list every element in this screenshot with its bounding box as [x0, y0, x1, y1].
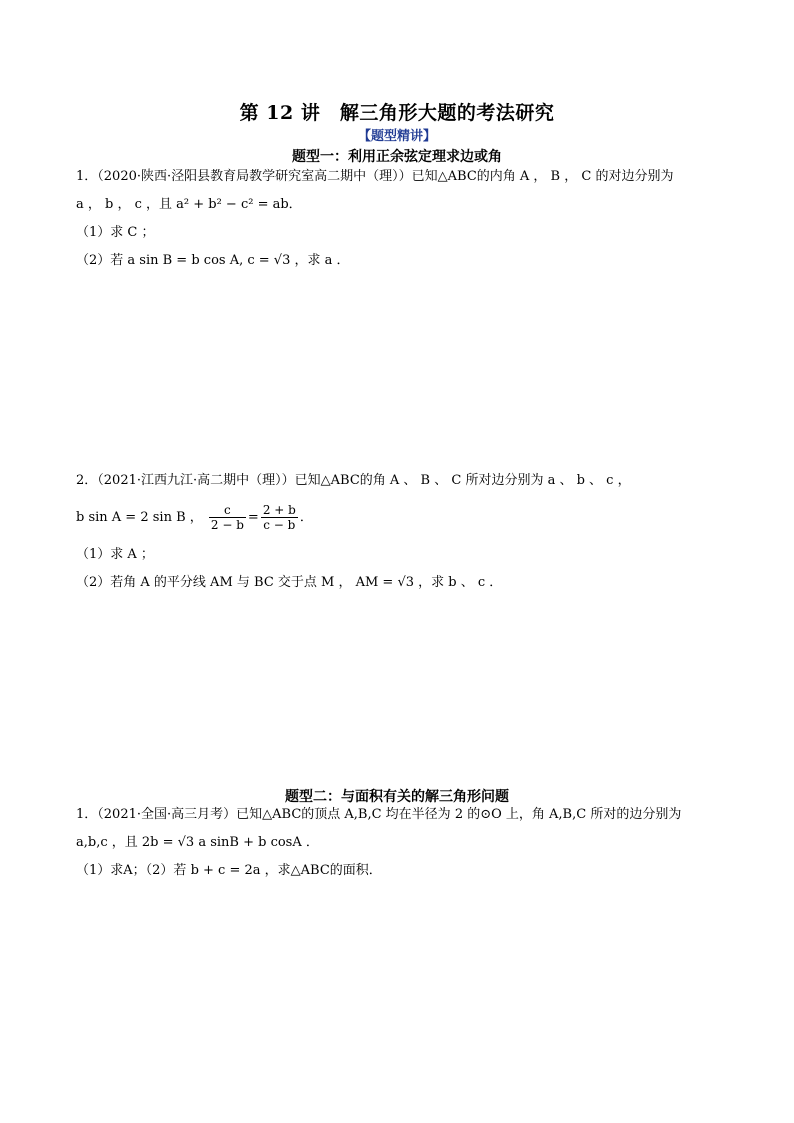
equals-sign: =	[247, 510, 259, 525]
question-number: 1．	[76, 169, 98, 184]
question-1-line-2: a ， b ， c ，且 a² + b² − c² = ab．	[76, 197, 302, 212]
question-source: （2021·全国·高三月考）	[97, 807, 237, 822]
equation-prefix: b sin A = 2 sin B ，	[76, 510, 203, 525]
section-heading-2: 题型二：与面积有关的解三角形问题	[285, 789, 509, 805]
fraction-1: $\frac{c}{2 - b}$	[210, 503, 244, 532]
question-2-line-2	[76, 503, 313, 532]
section-2-question-1-line-2: a,b,c ，且 2b = √3 a sinB + b cosA ．	[76, 835, 319, 850]
question-1-line-1	[76, 168, 673, 186]
question-source: （2020·陕西·泾阳县教育局教学研究室高二期中（理））	[97, 169, 412, 184]
section-heading-1: 题型一：利用正余弦定理求边或角	[292, 149, 502, 165]
section-2-question-1-parts: （1）求A；（2）若 b + c = 2a ，求△ABC的面积．	[76, 863, 382, 878]
question-2-line-1	[76, 472, 631, 490]
equation-suffix: ．	[299, 510, 313, 525]
question-2-part-1: （1）求 A ；	[76, 547, 154, 562]
question-2-part-2: （2）若角 A 的平分线 AM 与 BC 交于点 M ， AM = √3 ，求 b 、 c ．	[76, 575, 503, 590]
question-1-part-2: （2）若 a sin B = b cos A, c = √3 ，求 a ．	[76, 253, 350, 268]
fraction-2: $\frac{2 + b}{c - b}$	[262, 503, 296, 532]
question-number: 1．	[76, 807, 98, 822]
question-text: 已知△ABC的内角 A ， B ， C 的对边分别为	[411, 169, 674, 184]
page-title: 第 12 讲 解三角形大题的考法研究	[239, 102, 555, 124]
section-2-question-1-line-1	[76, 806, 681, 824]
section-banner: 【题型精讲】	[357, 129, 436, 144]
question-source: （2021·江西九江·高二期中（理））	[97, 473, 295, 488]
question-text: 已知△ABC的角 A 、 B 、 C 所对边分别为 a 、 b 、 c ，	[294, 473, 631, 488]
question-1-part-1: （1）求 C ；	[76, 225, 155, 240]
question-number: 2．	[76, 473, 98, 488]
question-text: 已知△ABC的顶点 A,B,C 均在半径为 2 的⊙O 上，角 A,B,C 所对的边分别为	[236, 807, 682, 822]
